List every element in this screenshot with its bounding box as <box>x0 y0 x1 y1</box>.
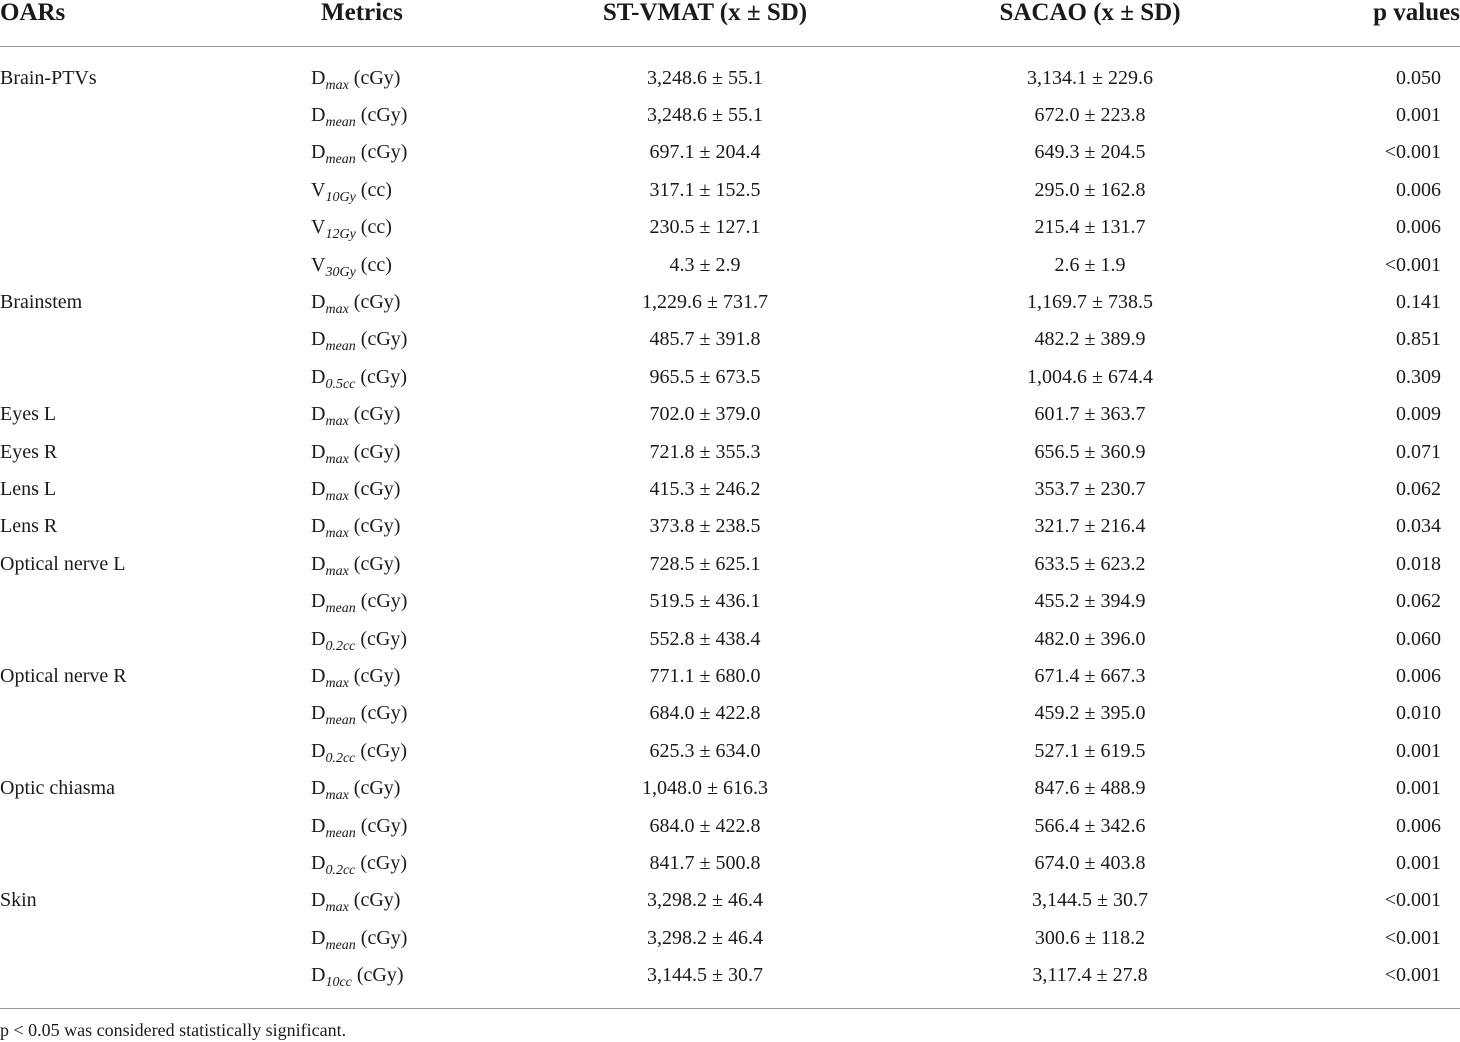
metric-subscript: max <box>325 675 349 691</box>
cell-sacao: 674.0 ± 403.8 <box>1034 851 1146 874</box>
metric-unit: (cGy) <box>348 552 401 575</box>
cell-metric <box>300 657 600 694</box>
metric-unit: (cGy) <box>355 328 408 351</box>
cell-metric <box>300 283 600 320</box>
metric-unit: (cGy) <box>348 291 401 314</box>
cell-sacao: 847.6 ± 488.9 <box>1034 777 1146 800</box>
cell-sacao: 459.2 ± 395.0 <box>1034 702 1146 725</box>
metric-subscript: 10Gy <box>325 189 356 205</box>
cell-oar <box>0 582 300 619</box>
cell-sacao: 353.7 ± 230.7 <box>1034 477 1146 500</box>
metric-subscript: mean <box>325 713 356 729</box>
cell-sacao: 649.3 ± 204.5 <box>1034 141 1146 164</box>
cell-st-vmat: 702.0 ± 379.0 <box>649 403 761 426</box>
cell-sacao: 656.5 ± 360.9 <box>1034 440 1146 463</box>
cell-st-vmat: 552.8 ± 438.4 <box>649 627 761 650</box>
metric-unit: (cGy) <box>355 851 408 874</box>
metric-unit: (cGy) <box>348 66 401 89</box>
metric-base: D <box>311 702 326 725</box>
metric-subscript: max <box>325 414 349 430</box>
cell-p-value: 0.050 <box>1396 66 1441 89</box>
cell-p-value: 0.001 <box>1396 104 1441 127</box>
cell-p-value: 0.006 <box>1396 664 1441 687</box>
metric-unit: (cGy) <box>348 777 401 800</box>
cell-st-vmat: 1,229.6 ± 731.7 <box>642 291 768 314</box>
table-row <box>0 96 1460 133</box>
cell-p-value: <0.001 <box>1384 141 1441 164</box>
metric-subscript: 12Gy <box>325 227 356 243</box>
metric-base: V <box>311 216 326 239</box>
cell-p-value: 0.034 <box>1396 515 1441 538</box>
cell-p-value: 0.309 <box>1396 365 1441 388</box>
cell-p-value: 0.060 <box>1396 627 1441 650</box>
cell-metric <box>300 171 600 208</box>
cell-oar <box>0 209 300 246</box>
header-metrics: Metrics <box>300 0 600 47</box>
cell-sacao: 601.7 ± 363.7 <box>1034 403 1146 426</box>
cell-p-value: 0.006 <box>1396 178 1441 201</box>
metric-base: D <box>311 403 326 426</box>
cell-sacao: 671.4 ± 667.3 <box>1034 664 1146 687</box>
header-sacao: SACAO (x ± SD) <box>810 0 1370 47</box>
metric-subscript: max <box>325 526 349 542</box>
cell-st-vmat: 415.3 ± 246.2 <box>649 477 761 500</box>
table-row <box>0 433 1460 470</box>
cell-oar: Eyes R <box>0 440 58 463</box>
metric-subscript: max <box>325 488 349 504</box>
cell-oar <box>0 732 300 769</box>
cell-metric <box>300 695 600 732</box>
cell-p-value: 0.006 <box>1396 216 1441 239</box>
metric-unit: (cGy) <box>348 440 401 463</box>
cell-metric <box>300 956 600 993</box>
cell-metric <box>300 882 600 919</box>
cell-p-value: 0.001 <box>1396 739 1441 762</box>
cell-sacao: 3,144.5 ± 30.7 <box>1032 889 1148 912</box>
cell-metric <box>300 358 600 395</box>
cell-sacao: 482.0 ± 396.0 <box>1034 627 1146 650</box>
cell-st-vmat: 519.5 ± 436.1 <box>649 590 761 613</box>
cell-st-vmat: 771.1 ± 680.0 <box>649 664 761 687</box>
cell-st-vmat: 485.7 ± 391.8 <box>649 328 761 351</box>
metric-unit: (cGy) <box>351 964 404 987</box>
metric-subscript: 0.5cc <box>325 376 356 392</box>
cell-p-value: <0.001 <box>1384 964 1441 987</box>
metric-unit: (cGy) <box>348 889 401 912</box>
cell-metric <box>300 396 600 433</box>
metric-unit: (cGy) <box>355 365 408 388</box>
table-row <box>0 620 1460 657</box>
table-row <box>0 508 1460 545</box>
table-row <box>0 134 1460 171</box>
cell-sacao: 633.5 ± 623.2 <box>1034 552 1146 575</box>
cell-st-vmat: 841.7 ± 500.8 <box>649 851 761 874</box>
metric-base: D <box>311 889 326 912</box>
metric-unit: (cGy) <box>348 515 401 538</box>
footnote: p < 0.05 was considered statistically significant. <box>0 1020 347 1040</box>
metric-unit: (cGy) <box>348 477 401 500</box>
metric-base: D <box>311 964 326 987</box>
table-row <box>0 769 1460 806</box>
metric-unit: (cGy) <box>355 104 408 127</box>
metric-subscript: mean <box>325 339 356 355</box>
header-p-values: p values <box>1370 0 1460 47</box>
metric-subscript: 0.2cc <box>325 750 356 766</box>
metric-unit: (cGy) <box>355 141 408 164</box>
cell-sacao: 1,004.6 ± 674.4 <box>1027 365 1153 388</box>
cell-p-value: <0.001 <box>1384 253 1441 276</box>
cell-p-value: 0.141 <box>1396 291 1441 314</box>
metric-base: D <box>311 291 326 314</box>
cell-metric <box>300 919 600 956</box>
table-row <box>0 844 1460 881</box>
cell-oar <box>0 96 300 133</box>
header-row <box>0 0 1460 47</box>
cell-p-value: 0.001 <box>1396 851 1441 874</box>
metric-unit: (cGy) <box>355 590 408 613</box>
cell-oar <box>0 321 300 358</box>
cell-sacao: 3,117.4 ± 27.8 <box>1032 964 1148 987</box>
metric-base: D <box>311 777 326 800</box>
table-header <box>0 0 1460 47</box>
cell-p-value: 0.018 <box>1396 552 1441 575</box>
metric-base: D <box>311 814 326 837</box>
cell-oar <box>0 807 300 844</box>
cell-p-value: 0.010 <box>1396 702 1441 725</box>
cell-oar <box>0 134 300 171</box>
cell-st-vmat: 317.1 ± 152.5 <box>649 178 761 201</box>
cell-sacao: 527.1 ± 619.5 <box>1034 739 1146 762</box>
cell-st-vmat: 3,144.5 ± 30.7 <box>647 964 763 987</box>
cell-oar <box>0 956 300 993</box>
cell-st-vmat: 625.3 ± 634.0 <box>649 739 761 762</box>
metric-subscript: max <box>325 788 349 804</box>
table-row <box>0 246 1460 283</box>
metric-subscript: mean <box>325 825 356 841</box>
footnote-divider <box>0 1008 1460 1009</box>
cell-oar: Eyes L <box>0 403 57 426</box>
table-row <box>0 209 1460 246</box>
metric-base: D <box>311 664 326 687</box>
cell-st-vmat: 1,048.0 ± 616.3 <box>642 777 768 800</box>
cell-metric <box>300 47 600 97</box>
cell-oar: Brainstem <box>0 291 83 314</box>
cell-oar <box>0 171 300 208</box>
table-row <box>0 956 1460 993</box>
cell-metric <box>300 470 600 507</box>
cell-metric <box>300 807 600 844</box>
metric-unit: (cGy) <box>355 627 408 650</box>
metric-subscript: mean <box>325 152 356 168</box>
cell-p-value: 0.062 <box>1396 477 1441 500</box>
table-row <box>0 283 1460 320</box>
cell-metric <box>300 321 600 358</box>
cell-metric <box>300 732 600 769</box>
metric-unit: (cGy) <box>355 739 408 762</box>
metric-subscript: mean <box>325 115 356 131</box>
metric-subscript: mean <box>325 937 356 953</box>
table-row <box>0 732 1460 769</box>
cell-sacao: 295.0 ± 162.8 <box>1034 178 1146 201</box>
cell-sacao: 455.2 ± 394.9 <box>1034 590 1146 613</box>
metric-subscript: max <box>325 563 349 579</box>
cell-metric <box>300 508 600 545</box>
cell-metric <box>300 844 600 881</box>
metric-subscript: mean <box>325 601 356 617</box>
metric-base: D <box>311 590 326 613</box>
cell-p-value: <0.001 <box>1384 889 1441 912</box>
cell-sacao: 2.6 ± 1.9 <box>1054 253 1126 276</box>
cell-sacao: 215.4 ± 131.7 <box>1034 216 1146 239</box>
metric-subscript: 0.2cc <box>325 862 356 878</box>
metric-base: D <box>311 365 326 388</box>
metric-unit: (cGy) <box>355 926 408 949</box>
cell-st-vmat: 373.8 ± 238.5 <box>649 515 761 538</box>
cell-oar <box>0 844 300 881</box>
cell-oar: Skin <box>0 889 37 912</box>
cell-oar: Lens L <box>0 477 57 500</box>
table-row <box>0 171 1460 208</box>
metric-base: D <box>311 926 326 949</box>
cell-sacao: 672.0 ± 223.8 <box>1034 104 1146 127</box>
cell-sacao: 300.6 ± 118.2 <box>1034 926 1146 949</box>
metric-unit: (cGy) <box>355 814 408 837</box>
metric-unit: (cGy) <box>348 403 401 426</box>
metric-unit: (cGy) <box>355 702 408 725</box>
cell-st-vmat: 3,248.6 ± 55.1 <box>647 104 763 127</box>
cell-p-value: 0.009 <box>1396 403 1441 426</box>
cell-metric <box>300 96 600 133</box>
cell-sacao: 482.2 ± 389.9 <box>1034 328 1146 351</box>
metric-base: V <box>311 253 326 276</box>
cell-oar: Optical nerve R <box>0 664 127 687</box>
metric-base: D <box>311 440 326 463</box>
cell-metric <box>300 545 600 582</box>
cell-oar: Lens R <box>0 515 58 538</box>
cell-sacao: 321.7 ± 216.4 <box>1034 515 1146 538</box>
metric-subscript: max <box>325 900 349 916</box>
header-oars: OARs <box>0 0 300 47</box>
metric-subscript: 30Gy <box>325 264 356 280</box>
cell-st-vmat: 4.3 ± 2.9 <box>669 253 741 276</box>
table-row <box>0 657 1460 694</box>
table-row <box>0 396 1460 433</box>
table-row <box>0 695 1460 732</box>
table-row <box>0 807 1460 844</box>
cell-p-value: 0.006 <box>1396 814 1441 837</box>
cell-st-vmat: 965.5 ± 673.5 <box>649 365 761 388</box>
metric-base: D <box>311 141 326 164</box>
cell-st-vmat: 684.0 ± 422.8 <box>649 702 761 725</box>
table-row <box>0 582 1460 619</box>
cell-p-value: 0.851 <box>1396 328 1441 351</box>
table-row <box>0 470 1460 507</box>
table-row <box>0 321 1460 358</box>
cell-st-vmat: 728.5 ± 625.1 <box>649 552 761 575</box>
cell-oar <box>0 695 300 732</box>
metric-base: D <box>311 515 326 538</box>
table-row <box>0 358 1460 395</box>
table-row <box>0 47 1460 97</box>
cell-sacao: 1,169.7 ± 738.5 <box>1027 291 1153 314</box>
metric-unit: (cc) <box>355 216 392 239</box>
cell-st-vmat: 721.8 ± 355.3 <box>649 440 761 463</box>
cell-oar: Optic chiasma <box>0 777 115 800</box>
metric-base: D <box>311 627 326 650</box>
cell-oar: Optical nerve L <box>0 552 126 575</box>
cell-sacao: 566.4 ± 342.6 <box>1034 814 1146 837</box>
metric-base: D <box>311 739 326 762</box>
metric-base: D <box>311 66 326 89</box>
metric-base: D <box>311 328 326 351</box>
cell-oar <box>0 620 300 657</box>
cell-st-vmat: 3,298.2 ± 46.4 <box>647 889 763 912</box>
metric-base: D <box>311 477 326 500</box>
cell-oar: Brain-PTVs <box>0 66 97 89</box>
cell-oar <box>0 358 300 395</box>
cell-metric <box>300 769 600 806</box>
cell-metric <box>300 246 600 283</box>
table-row <box>0 545 1460 582</box>
cell-p-value: <0.001 <box>1384 926 1441 949</box>
cell-metric <box>300 134 600 171</box>
table-row <box>0 882 1460 919</box>
metric-subscript: max <box>325 77 349 93</box>
metric-subscript: 10cc <box>325 975 352 991</box>
cell-st-vmat: 3,248.6 ± 55.1 <box>647 66 763 89</box>
cell-oar <box>0 246 300 283</box>
cell-metric <box>300 620 600 657</box>
cell-st-vmat: 230.5 ± 127.1 <box>649 216 761 239</box>
cell-st-vmat: 684.0 ± 422.8 <box>649 814 761 837</box>
metric-base: V <box>311 178 326 201</box>
header-st-vmat: ST-VMAT (x ± SD) <box>600 0 810 47</box>
table-body <box>0 47 1460 994</box>
cell-p-value: 0.001 <box>1396 777 1441 800</box>
metric-unit: (cGy) <box>348 664 401 687</box>
cell-st-vmat: 3,298.2 ± 46.4 <box>647 926 763 949</box>
cell-sacao: 3,134.1 ± 229.6 <box>1027 66 1153 89</box>
metric-subscript: 0.2cc <box>325 638 356 654</box>
metric-base: D <box>311 104 326 127</box>
cell-metric <box>300 433 600 470</box>
cell-st-vmat: 697.1 ± 204.4 <box>649 141 761 164</box>
cell-p-value: 0.062 <box>1396 590 1441 613</box>
cell-oar <box>0 919 300 956</box>
metric-base: D <box>311 552 326 575</box>
metric-unit: (cc) <box>355 178 392 201</box>
cell-metric <box>300 582 600 619</box>
cell-metric <box>300 209 600 246</box>
cell-p-value: 0.071 <box>1396 440 1441 463</box>
metric-unit: (cc) <box>355 253 392 276</box>
metric-subscript: max <box>325 451 349 467</box>
table-row <box>0 919 1460 956</box>
metric-base: D <box>311 851 326 874</box>
metric-subscript: max <box>325 302 349 318</box>
